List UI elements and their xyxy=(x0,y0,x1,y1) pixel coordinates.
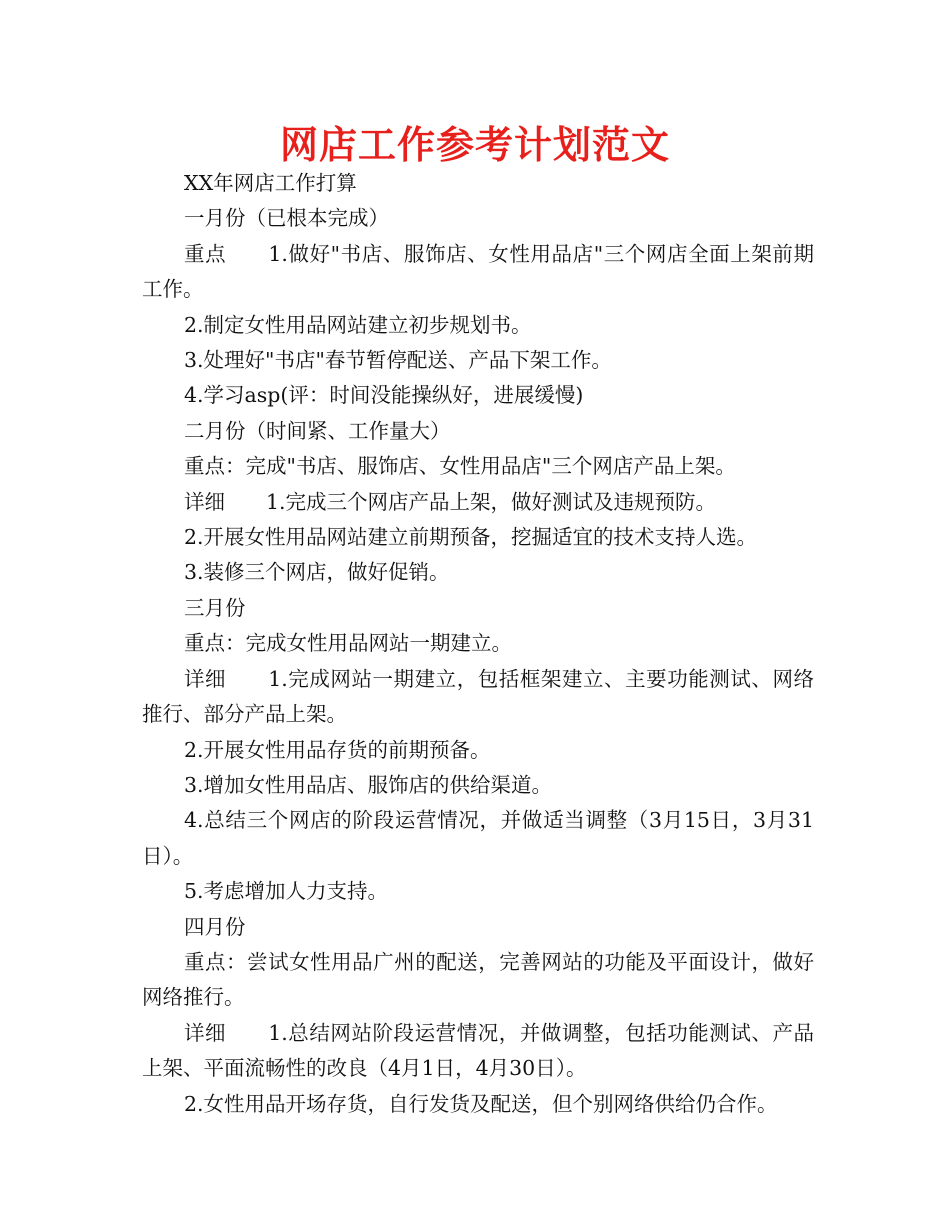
paragraph: 详细 1.完成网站一期建立，包括框架建立、主要功能测试、网络推行、部分产品上架。 xyxy=(142,666,814,727)
paragraph: 详细 1.完成三个网店产品上架，做好测试及违规预防。 xyxy=(184,489,717,514)
document-body xyxy=(142,166,814,1122)
paragraph: 四月份 xyxy=(184,914,246,939)
paragraph: 详细 1.总结网站阶段运营情况，并做调整，包括功能测试、产品上架、平面流畅性的改良（4月1日，4月30日）。 xyxy=(142,1020,814,1081)
document-title: 网店工作参考计划范文 xyxy=(279,123,670,167)
paragraph: 2.制定女性用品网站建立初步规划书。 xyxy=(184,312,532,337)
paragraph: 3.增加女性用品店、服饰店的供给渠道。 xyxy=(184,772,553,797)
paragraph: 重点：尝试女性用品广州的配送，完善网站的功能及平面设计，做好网络推行。 xyxy=(142,949,814,1010)
paragraph: 2.女性用品开场存货，自行发货及配送，但个别网络供给仍合作。 xyxy=(184,1091,778,1116)
paragraph: 3.装修三个网店，做好促销。 xyxy=(184,560,450,585)
paragraph: 2.开展女性用品存货的前期预备。 xyxy=(184,737,491,762)
paragraph: 重点 1.做好"书店、服饰店、女性用品店"三个网店全面上架前期工作。 xyxy=(142,241,814,302)
paragraph: 三月份 xyxy=(184,595,246,620)
paragraph: 一月份（已根本完成） xyxy=(184,206,389,231)
paragraph: XX年网店工作打算 xyxy=(184,171,357,195)
paragraph: 2.开展女性用品网站建立前期预备，挖掘适宜的技术支持人选。 xyxy=(184,525,758,550)
paragraph: 5.考虑增加人力支持。 xyxy=(184,879,389,904)
paragraph: 重点：完成女性用品网站一期建立。 xyxy=(184,631,512,656)
paragraph: 4.学习asp(评：时间没能操纵好，进展缓慢) xyxy=(184,383,584,408)
paragraph: 3.处理好"书店"春节暂停配送、产品下架工作。 xyxy=(184,348,612,373)
paragraph: 二月份（时间紧、工作量大） xyxy=(184,418,451,443)
paragraph: 4.总结三个网店的阶段运营情况，并做适当调整（3月15日，3月31日）。 xyxy=(142,808,814,868)
paragraph: 重点：完成"书店、服饰店、女性用品店"三个网店产品上架。 xyxy=(184,454,736,479)
